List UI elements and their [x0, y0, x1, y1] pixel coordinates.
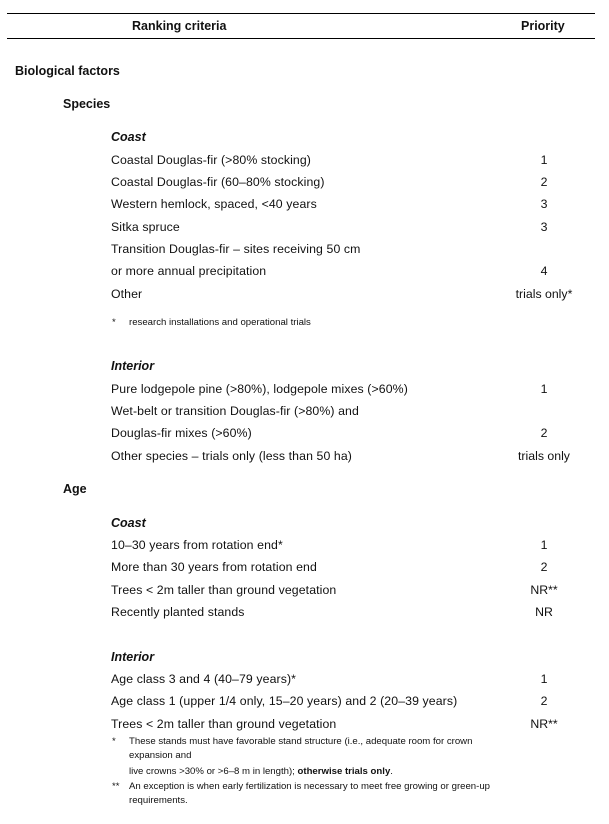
table-row-priority: 2 [540, 175, 548, 189]
footnote-text: An exception is when early fertilization is necessary to meet free growing or green-up [129, 781, 491, 792]
age-interior-heading: Interior [111, 650, 155, 664]
footnote-mark: ** [112, 781, 120, 792]
table-row-label: Pure lodgepole pine (>80%), lodgepole mixes (>60%) [111, 382, 408, 396]
table-row-label: More than 30 years from rotation end [111, 560, 317, 574]
table-row-label: Age class 3 and 4 (40–79 years)* [111, 672, 297, 686]
table-row-priority: NR [535, 605, 553, 619]
table-row-label: Wet-belt or transition Douglas-fir (>80%) and [111, 404, 359, 418]
table-row-priority: trials only [518, 449, 570, 463]
table-row-label: Trees < 2m taller than ground vegetation [111, 717, 337, 731]
table-row-priority: NR** [530, 583, 558, 597]
section-biological-factors: Biological factors [15, 64, 120, 78]
table-row-priority: 3 [540, 220, 548, 234]
table-row-priority: trials only* [515, 287, 573, 301]
table-row-label: Sitka spruce [111, 220, 180, 234]
footnote-text-bold: otherwise trials only [297, 766, 391, 777]
footnote-text: These stands must have favorable stand structure (i.e., adequate room for crown [129, 736, 473, 747]
table-row-label: Trees < 2m taller than ground vegetation [111, 583, 337, 597]
footnote-mark: * [112, 317, 116, 328]
footnote-text [129, 766, 393, 777]
table-row-priority: NR** [530, 717, 558, 731]
table-row-label: or more annual precipitation [111, 264, 267, 278]
footnote-text-plain: live crowns >30% or >6–8 m in length); [129, 766, 298, 777]
table-row-label: 10–30 years from rotation end* [111, 538, 283, 552]
table-row-label: Age class 1 (upper 1/4 only, 15–20 years) and 2 (20–39 years) [111, 694, 458, 708]
table-row-priority: 2 [540, 560, 548, 574]
table-row-priority: 1 [540, 153, 548, 167]
footnote-text: expansion and [129, 750, 192, 761]
table-row-label: Western hemlock, spaced, <40 years [111, 197, 317, 211]
footnote-text-end: . [390, 766, 393, 777]
table-row-priority: 4 [540, 264, 548, 278]
table-row-priority: 2 [540, 694, 548, 708]
section-species: Species [63, 97, 111, 111]
species-interior-heading: Interior [111, 359, 155, 373]
footnote-mark: * [112, 736, 116, 747]
table-row-priority: 1 [540, 538, 548, 552]
table-row-label: Douglas-fir mixes (>60%) [111, 426, 252, 440]
table-row-priority: 1 [540, 382, 548, 396]
table-row-label: Coastal Douglas-fir (>80% stocking) [111, 153, 311, 167]
table-row-label: Coastal Douglas-fir (60–80% stocking) [111, 175, 325, 189]
table-row-priority: 3 [540, 197, 548, 211]
header-rule [7, 38, 595, 39]
table-row-priority: 2 [540, 426, 548, 440]
table-row-priority: 1 [540, 672, 548, 686]
table-row-label: Recently planted stands [111, 605, 245, 619]
age-coast-heading: Coast [111, 516, 146, 530]
table-row-label: Other [111, 287, 143, 301]
table-row-label: Other species – trials only (less than 50 ha) [111, 449, 352, 463]
table-row-label: Transition Douglas-fir – sites receiving 50 cm [111, 242, 361, 256]
species-coast-heading: Coast [111, 130, 146, 144]
column-header-priority: Priority [521, 19, 565, 33]
top-rule [7, 13, 595, 14]
footnote-text: requirements. [129, 795, 188, 806]
column-header-criteria: Ranking criteria [132, 19, 227, 33]
footnote-text: research installations and operational trials [129, 317, 311, 328]
section-age: Age [63, 482, 87, 496]
